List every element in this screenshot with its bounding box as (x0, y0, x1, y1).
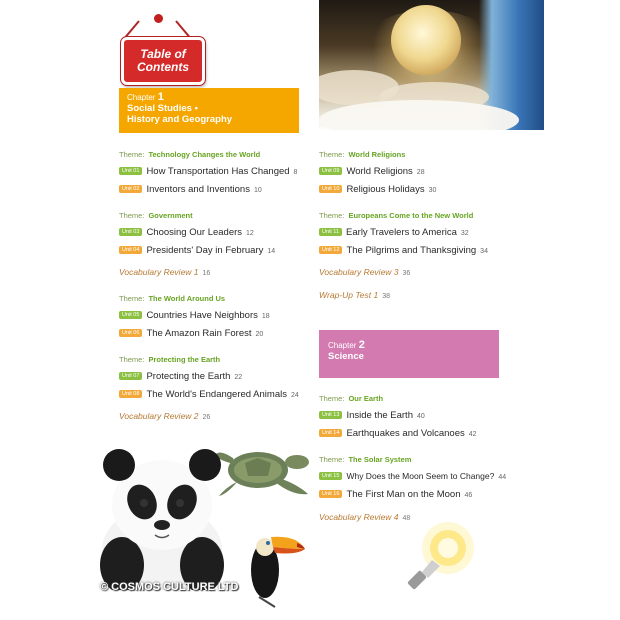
unit-12-entry[interactable]: Unit 12 The Pilgrims and Thanksgiving 34 (319, 245, 488, 256)
unit-10-entry[interactable]: Unit 10 Religious Holidays 30 (319, 184, 436, 195)
unit-13-entry[interactable]: Unit 13 Inside the Earth 40 (319, 410, 425, 421)
chapter-1-header (119, 88, 299, 133)
vocabulary-review-4-entry[interactable]: Vocabulary Review 4 48 (319, 512, 411, 522)
theme-technology: Theme: Technology Changes the World (119, 150, 261, 159)
sign-hook (154, 14, 163, 23)
unit-08-entry[interactable]: Unit 08 The World's Endangered Animals 24 (119, 389, 299, 400)
theme-europeans: Theme: Europeans Come to the New World (319, 211, 474, 220)
theme-world-religions: Theme: World Religions (319, 150, 406, 159)
chapter-2-label: Chapter 2 (328, 339, 365, 351)
theme-solar-system: Theme: The Solar System (319, 455, 412, 464)
copyright-notice: © COSMOS CULTURE LTD (100, 581, 239, 593)
chapter-2-header (319, 330, 499, 378)
unit-07-entry[interactable]: Unit 07 Protecting the Earth 22 (119, 371, 242, 382)
unit-03-entry[interactable]: Unit 03 Choosing Our Leaders 12 (119, 227, 254, 238)
toucan-illustration (245, 525, 307, 610)
chapter-1-title-line-1: Social Studies • (127, 103, 198, 114)
wrap-up-test-1-entry[interactable]: Wrap-Up Test 1 38 (319, 290, 391, 300)
theme-our-earth: Theme: Our Earth (319, 394, 384, 403)
sign-line-1: Table of (140, 47, 186, 61)
theme-protecting-earth: Theme: Protecting the Earth (119, 355, 221, 364)
unit-01-entry[interactable]: Unit 01 How Transportation Has Changed 8 (119, 166, 297, 177)
unit-06-entry[interactable]: Unit 06 The Amazon Rain Forest 20 (119, 328, 263, 339)
vocabulary-review-3-entry[interactable]: Vocabulary Review 3 36 (319, 267, 411, 277)
vocabulary-review-2-entry[interactable]: Vocabulary Review 2 26 (119, 411, 211, 421)
moon-image (391, 5, 461, 75)
light-bulb-illustration (400, 520, 475, 595)
unit-14-entry[interactable]: Unit 14 Earthquakes and Volcanoes 42 (319, 428, 477, 439)
unit-11-entry[interactable]: Unit 11 Early Travelers to America 32 (319, 227, 469, 238)
moon-sky-photo (319, 0, 544, 130)
vocabulary-review-1-entry[interactable]: Vocabulary Review 1 16 (119, 267, 211, 277)
chapter-1-label: Chapter 1 (127, 91, 164, 103)
sign-line-2: Contents (137, 60, 189, 74)
theme-government: Theme: Government (119, 211, 193, 220)
sea-turtle-illustration (213, 438, 318, 503)
unit-04-entry[interactable]: Unit 04 Presidents' Day in February 14 (119, 245, 275, 256)
unit-02-entry[interactable]: Unit 02 Inventors and Inventions 10 (119, 184, 262, 195)
chapter-1-title-line-2: History and Geography (127, 114, 233, 125)
panda-illustration (97, 440, 227, 590)
chapter-2-title: Science (328, 351, 364, 362)
unit-05-entry[interactable]: Unit 05 Countries Have Neighbors 18 (119, 310, 270, 321)
unit-16-entry[interactable]: Unit 16 The First Man on the Moon 46 (319, 489, 472, 500)
unit-09-entry[interactable]: Unit 09 World Religions 28 (319, 166, 425, 177)
unit-15-entry[interactable]: Unit 15 Why Does the Moon Seem to Change? 44 (319, 471, 506, 482)
table-of-contents-sign (121, 37, 205, 85)
theme-world-around-us: Theme: The World Around Us (119, 294, 226, 303)
